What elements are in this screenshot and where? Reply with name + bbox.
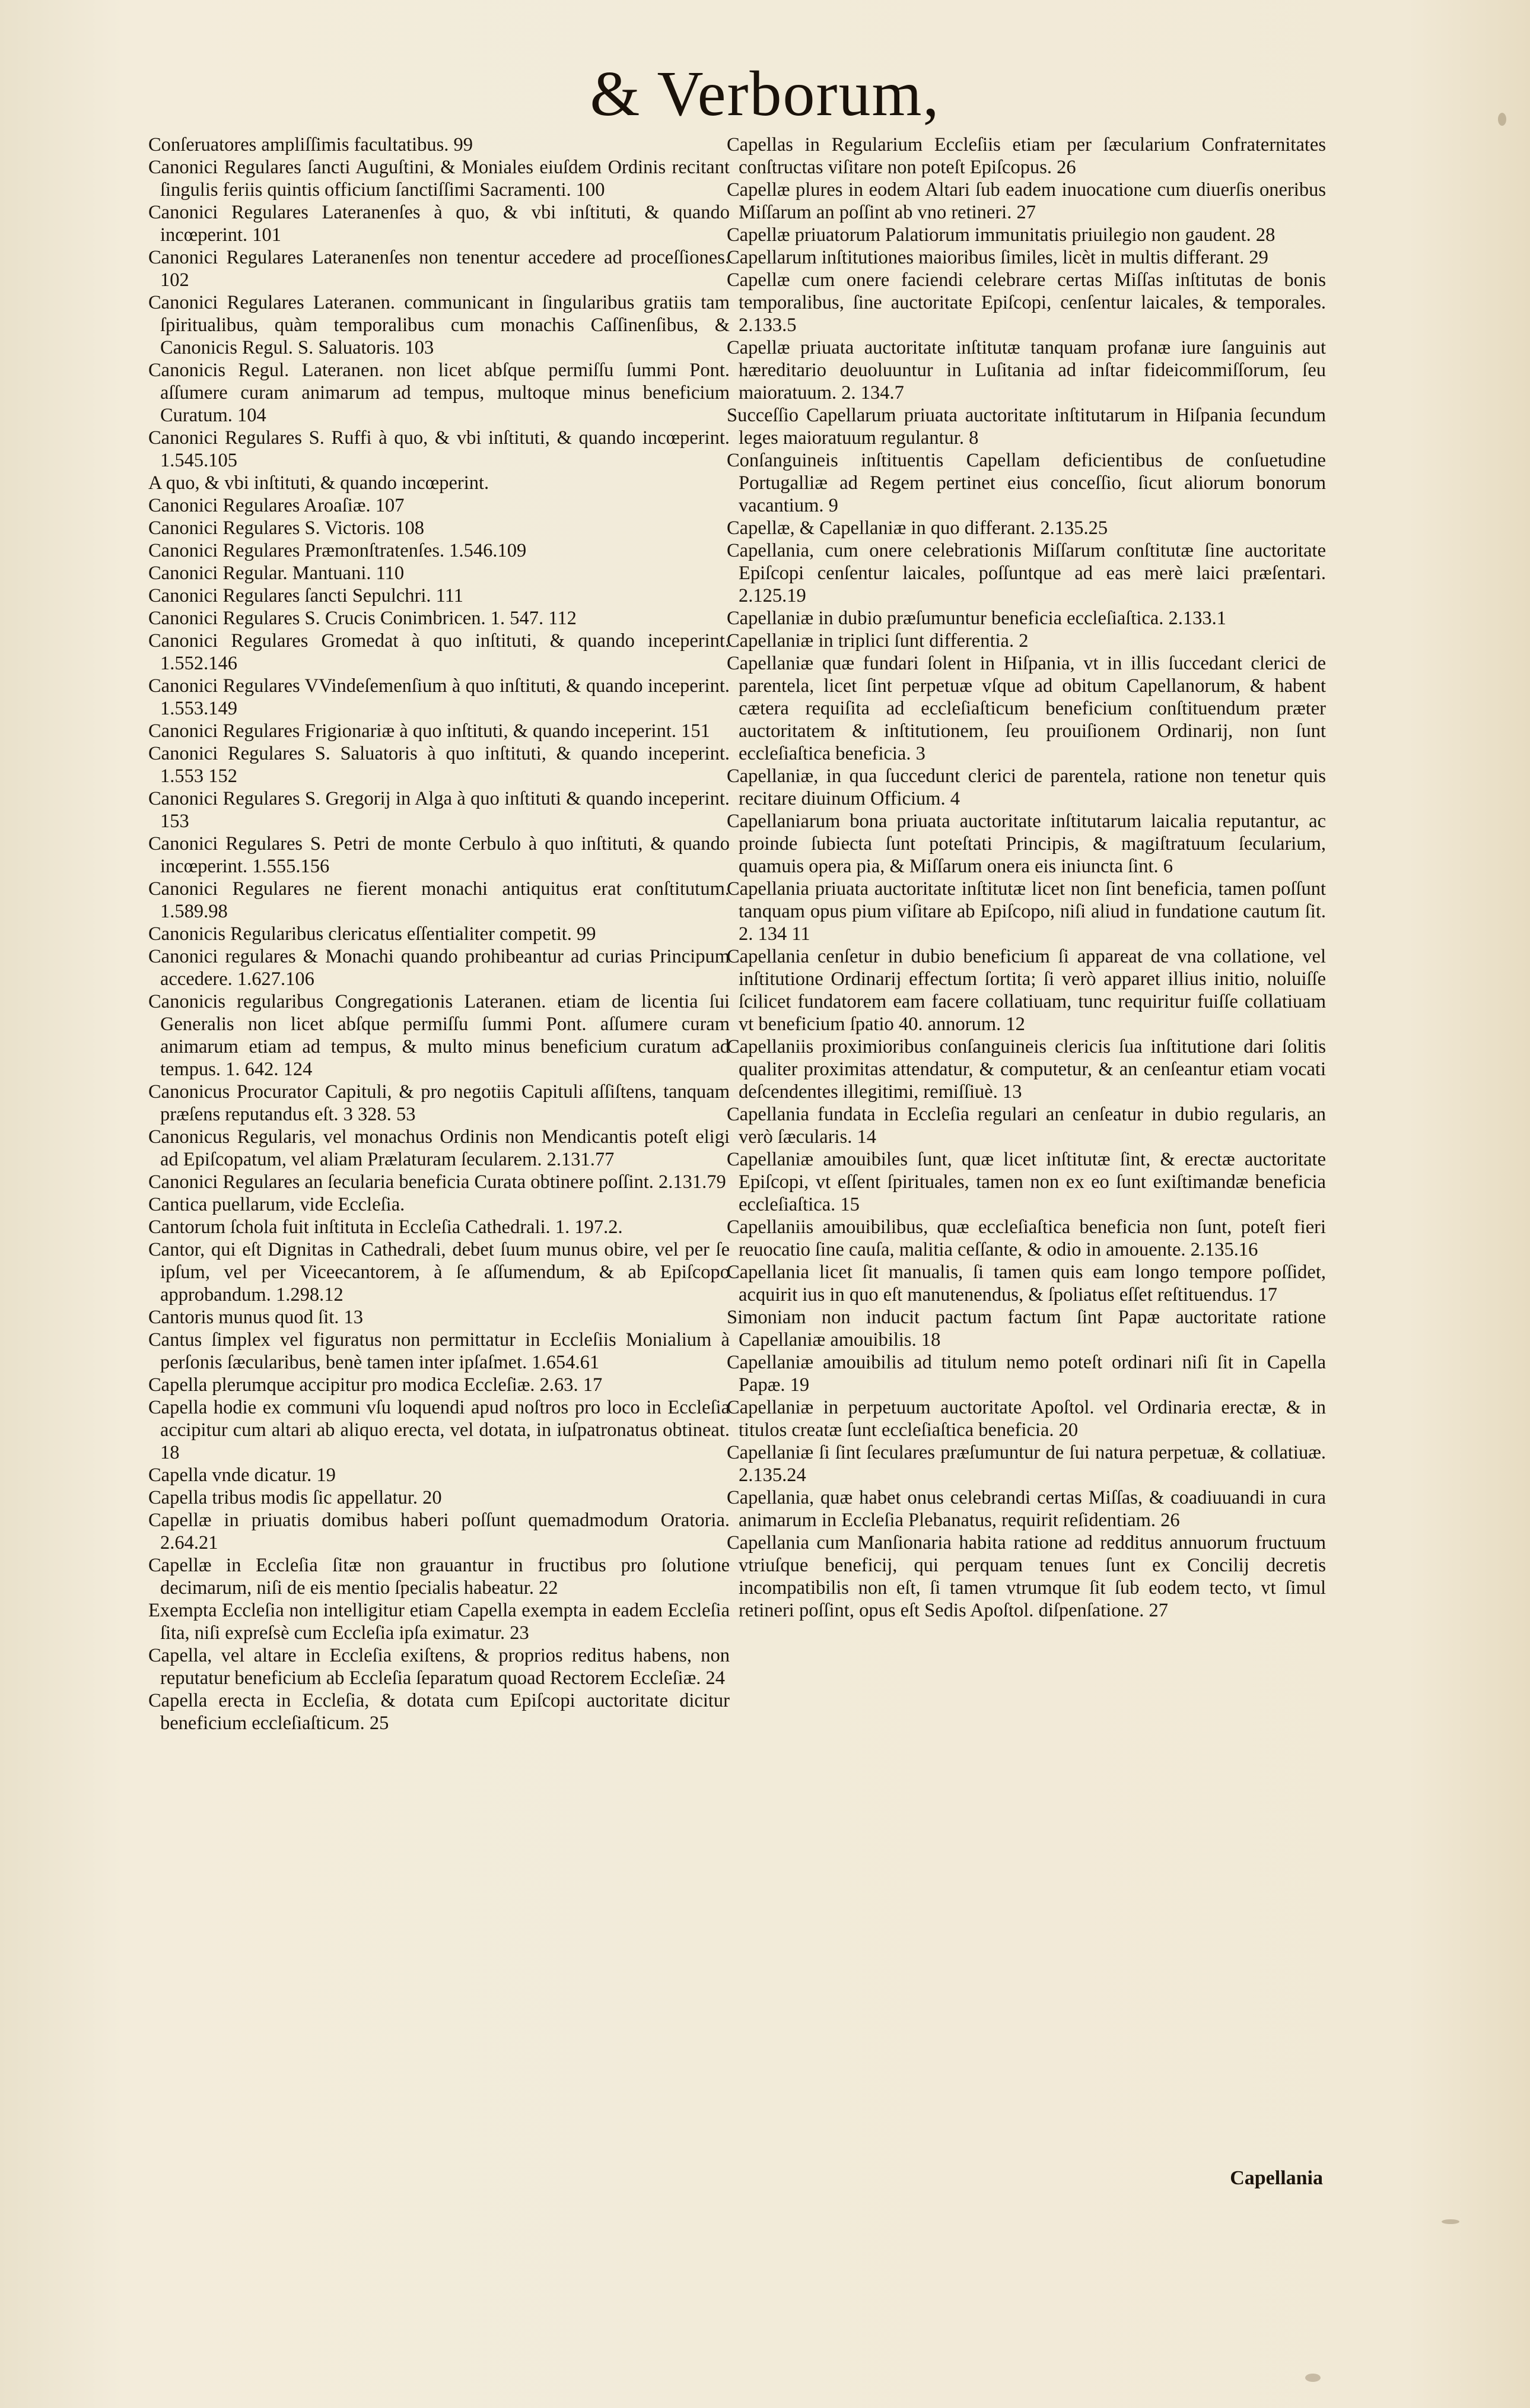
index-entry: Capellæ priuatorum Palatiorum immunitatis priuilegio non gaudent. 28 bbox=[727, 224, 1275, 246]
index-entry: Canonici Regulares Frigionariæ à quo inſtituti, & quando inceperint. 151 bbox=[148, 720, 710, 742]
page-header: & Verborum, bbox=[590, 59, 940, 129]
index-entry: Canonicus Regularis, vel monachus Ordinis non Mendicantis poteſt eligi ad Epiſcopatum, vel aliam Prælaturam ſecularem. 2.131.77 bbox=[148, 1126, 730, 1170]
index-entry: Capellaniis proximioribus conſanguineis clericis ſua inſtitutione dari ſolitis qualiter proximitas attendatur, & computetur, & an cenſeantur etiam vocati deſcendentes illegitimi, remiſſiuè. 13 bbox=[727, 1036, 1326, 1103]
paper-stain bbox=[1442, 2219, 1459, 2224]
index-entry: Canonici Regulares Lateranenſes non tenentur accedere ad proceſſiones. 102 bbox=[148, 247, 730, 291]
index-entry: Capella vnde dicatur. 19 bbox=[148, 1465, 336, 1486]
index-entry: Capellas in Regularium Eccleſiis etiam per ſæcularium Confraternitates conſtructas viſitare non poteſt Epiſcopus. 26 bbox=[727, 134, 1326, 178]
catchword: Capellania bbox=[1230, 2167, 1323, 2189]
index-entry: Succeſſio Capellarum priuata auctoritate inſtitutarum in Hiſpania ſecundum leges maioratuum regulantur. 8 bbox=[727, 405, 1326, 449]
index-entry: Capellaniæ in triplici ſunt differentia. 2 bbox=[727, 630, 1029, 652]
index-entry: Canonici Regulares an ſecularia beneficia Curata obtinere poſſint. 2.131.79 bbox=[148, 1171, 726, 1193]
index-entry: Cantor, qui eſt Dignitas in Cathedrali, debet ſuum munus obire, vel per ſe ipſum, vel per Viceecantorem, à ſe aſſumendum, & ab Epiſcopo approbandum. 1.298.12 bbox=[148, 1239, 730, 1305]
index-entry: Canonici Regulares S. Petri de monte Cerbulo à quo inſtituti, & quando incœperint. 1.555.156 bbox=[148, 833, 730, 877]
index-entry: Canonici Regulares S. Victoris. 108 bbox=[148, 517, 425, 539]
index-entry: Capellæ plures in eodem Altari ſub eadem inuocatione cum diuerſis oneribus Miſſarum an poſſint ab vno retineri. 27 bbox=[727, 179, 1326, 223]
index-entry: Capellaniæ ſi ſint ſeculares præſumuntur de ſui natura perpetuæ, & collatiuæ. 2.135.24 bbox=[727, 1442, 1326, 1486]
index-entry: Capellania, quæ habet onus celebrandi certas Miſſas, & coadiuuandi in cura animarum in Eccleſia Plebanatus, requirit reſidentiam. 26 bbox=[727, 1487, 1326, 1531]
index-entry: Capella tribus modis ſic appellatur. 20 bbox=[148, 1487, 442, 1508]
index-entry: Capellaniarum bona priuata auctoritate inſtitutarum laicalia reputantur, ac proinde ſubiecta ſunt poteſtati Principis, & magiſtratuum ſecularium, quamuis opera pia, & Miſſarum onera eis iniuncta ſint. 6 bbox=[727, 811, 1326, 877]
index-entry: Cantoris munus quod ſit. 13 bbox=[148, 1307, 364, 1328]
index-entry: Capellaniis amouibilibus, quæ eccleſiaſtica beneficia non ſunt, poteſt fieri reuocatio ſine cauſa, malitia ceſſante, & odio in amouente. 2.135.16 bbox=[727, 1216, 1326, 1260]
index-entry: Canonici Regulares Aroaſiæ. 107 bbox=[148, 495, 405, 516]
index-entry: Capellania priuata auctoritate inſtitutæ licet non ſint beneficia, tamen poſſunt tanquam opus pium viſitare ab Epiſcopo, niſi aliud in fundatione cautum ſit. 2. 134 11 bbox=[727, 878, 1326, 945]
index-entry: Capellæ in Eccleſia ſitæ non grauantur in fructibus pro ſolutione decimarum, niſi de eis mentio ſpecialis habeatur. 22 bbox=[148, 1555, 730, 1599]
index-entry: Capella hodie ex communi vſu loquendi apud noſtros pro loco in Eccleſia accipitur cum altari ab aliquo erecta, vel dotata, in iuſpatronatus obtineat. 18 bbox=[148, 1397, 730, 1463]
index-entry: Exempta Eccleſia non intelligitur etiam Capella exempta in eadem Eccleſia ſita, niſi expreſsè cum Eccleſia ipſa eximatur. 23 bbox=[148, 1600, 730, 1644]
index-entry: Canonicis regularibus Congregationis Lateranen. etiam de licentia ſui Generalis non licet abſque permiſſu ſummi Pont. aſſumere curam animarum etiam ad tempus, & multo minus beneficium curatum ad tempus. 1. 642. 124 bbox=[148, 991, 730, 1080]
index-entry: Capellaniæ in dubio præſumuntur beneficia eccleſiaſtica. 2.133.1 bbox=[727, 608, 1227, 629]
index-entry: Capellania, cum onere celebrationis Miſſarum conſtitutæ ſine auctoritate Epiſcopi cenſentur laicales, poſſuntque ad eas merè laici præſentari. 2.125.19 bbox=[727, 540, 1326, 606]
index-entry: Canonici Regulares S. Gregorij in Alga à quo inſtituti & quando inceperint. 153 bbox=[148, 788, 730, 832]
index-entry: Capellarum inſtitutiones maioribus ſimiles, licèt in multis differant. 29 bbox=[727, 247, 1268, 268]
index-entry: Conſeruatores ampliſſimis facultatibus. 99 bbox=[148, 134, 473, 155]
index-entry: Conſanguineis inſtituentis Capellam deficientibus de conſuetudine Portugalliæ ad Regem pertinet eius conceſſio, ſicut aliorum bonorum vacantium. 9 bbox=[727, 450, 1326, 516]
index-entry: Cantorum ſchola fuit inſtituta in Eccleſia Cathedrali. 1. 197.2. bbox=[148, 1216, 623, 1238]
index-entry: Canonici Regular. Mantuani. 110 bbox=[148, 563, 405, 584]
index-entry: Canonici Regulares Gromedat à quo inſtituti, & quando inceperint. 1.552.146 bbox=[148, 630, 730, 674]
index-entry: Capellania cenſetur in dubio beneficium ſi appareat de vna collatione, vel inſtitutione Ordinarij effectum ſortita; ſi verò apparet illius initio, noluiſſe ſcilicet fundatorem eam facere collatiuam, tunc requiritur fuiſſe collatiuam vt beneficium ſpatio 40. annorum. 12 bbox=[727, 946, 1326, 1035]
index-entry: Capellaniæ in perpetuum auctoritate Apoſtol. vel Ordinaria erectæ, & in titulos creatæ ſunt eccleſiaſtica beneficia. 20 bbox=[727, 1397, 1326, 1441]
index-entry: Capella plerumque accipitur pro modica Eccleſiæ. 2.63. 17 bbox=[148, 1374, 603, 1396]
index-entry: Capellania licet ſit manualis, ſi tamen quis eam longo tempore poſſidet, acquirit ius in quo eſt manutenendus, & ſpoliatus eſſet reſtituendus. 17 bbox=[727, 1262, 1326, 1305]
index-entry: Cantica puellarum, vide Eccleſia. bbox=[148, 1194, 405, 1215]
index-entry: Capellania cum Manſionaria habita ratione ad redditus annuorum fructuum vtriuſque beneficij, qui perquam tenues ſunt ex Concilij decretis incompatibilis non eſt, ſi tamen vtrumque ſit ſub eodem tecto, vt ſimul retineri poſſint, opus eſt Sedis Apoſtol. diſpenſatione. 27 bbox=[727, 1532, 1326, 1621]
index-entry: Canonicis Regul. Lateranen. non licet abſque permiſſu ſummi Pont. aſſumere curam animarum ad tempus, multoque minus beneficium Curatum. 104 bbox=[148, 360, 730, 426]
index-entry: Canonici Regulares S. Crucis Conimbricen. 1. 547. 112 bbox=[148, 608, 577, 629]
index-entry: Canonici Regulares Lateranen. communicant in ſingularibus gratiis tam ſpiritualibus, quàm temporalibus cum monachis Caſſinenſibus, & Canonicis Regul. S. Saluatoris. 103 bbox=[148, 292, 730, 358]
index-entry: Capellaniæ quæ fundari ſolent in Hiſpania, vt in illis ſuccedant clerici de parentela, licet ſint perpetuæ vſque ad obitum Capellanorum, & habent cætera requiſita ad eccleſiaſticum beneficium conſtituendum præter auctoritatem & inſtitutionem, ſeu prouiſionem Ordinarij, non ſunt eccleſiaſtica beneficia. 3 bbox=[727, 653, 1326, 764]
paper-stain bbox=[1498, 113, 1506, 126]
index-entry: Canonici Regulares Lateranenſes à quo, & vbi inſtituti, & quando incœperint. 101 bbox=[148, 202, 730, 246]
index-entry: Simoniam non inducit pactum factum ſint Papæ auctoritate ratione Capellaniæ amouibilis. 18 bbox=[727, 1307, 1326, 1351]
index-entry: Capellæ in priuatis domibus haberi poſſunt quemadmodum Oratoria. 2.64.21 bbox=[148, 1510, 730, 1554]
index-entry: Capellæ, & Capellaniæ in quo differant. 2.135.25 bbox=[727, 517, 1108, 539]
index-entry: Canonici Regulares ne fierent monachi antiquitus erat conſtitutum. 1.589.98 bbox=[148, 878, 730, 922]
index-entry: Cantus ſimplex vel figuratus non permittatur in Eccleſiis Monialium à perſonis ſæcularibus, benè tamen inter ipſaſmet. 1.654.61 bbox=[148, 1329, 730, 1373]
index-entry: A quo, & vbi inſtituti, & quando incœperint. bbox=[148, 472, 489, 494]
index-entry: Canonici Regulares ſancti Auguſtini, & Moniales eiuſdem Ordinis recitant ſingulis feriis quintis officium ſanctiſſimi Sacramenti. 100 bbox=[148, 157, 730, 201]
index-column-left bbox=[148, 134, 730, 1734]
index-entry: Capellaniæ, in qua ſuccedunt clerici de parentela, ratione non tenetur quis recitare diuinum Officium. 4 bbox=[727, 765, 1326, 809]
index-entry: Canonici Regulares S. Saluatoris à quo inſtituti, & quando inceperint. 1.553 152 bbox=[148, 743, 730, 787]
index-entry: Capellæ cum onere faciendi celebrare certas Miſſas inſtitutas de bonis temporalibus, ſine auctoritate Epiſcopi, cenſentur laicales, & temporales. 2.133.5 bbox=[727, 269, 1326, 336]
index-entry: Canonici Regulares ſancti Sepulchri. 111 bbox=[148, 585, 463, 606]
index-entry: Canonici regulares & Monachi quando prohibeantur ad curias Principum accedere. 1.627.106 bbox=[148, 946, 730, 990]
index-entry: Capellaniæ amouibiles ſunt, quæ licet inſtitutæ ſint, & erectæ auctoritate Epiſcopi, vt eſſent ſpirituales, tamen non ex eo ſunt exiſtimandæ beneficia eccleſiaſtica. 15 bbox=[727, 1149, 1326, 1215]
index-entry: Canonicus Procurator Capituli, & pro negotiis Capituli aſſiſtens, tanquam præſens reputandus eſt. 3 328. 53 bbox=[148, 1081, 730, 1125]
index-entry: Capellaniæ amouibilis ad titulum nemo poteſt ordinari niſi ſit in Capella Papæ. 19 bbox=[727, 1352, 1326, 1396]
paper-stain bbox=[1305, 2374, 1321, 2382]
index-entry: Capellæ priuata auctoritate inſtitutæ tanquam profanæ iure ſanguinis aut hæreditario deuoluuntur in Luſitania ad inſtar fideicommiſſorum, ſeu maioratuum. 2. 134.7 bbox=[727, 337, 1326, 404]
index-entry: Capella erecta in Eccleſia, & dotata cum Epiſcopi auctoritate dicitur beneficium eccleſiaſticum. 25 bbox=[148, 1690, 730, 1734]
index-column-right bbox=[727, 134, 1326, 1622]
index-entry: Capellania fundata in Eccleſia regulari an cenſeatur in dubio regularis, an verò ſæcularis. 14 bbox=[727, 1104, 1326, 1148]
index-entry: Canonici Regulares Præmonſtratenſes. 1.546.109 bbox=[148, 540, 527, 561]
index-entry: Capella, vel altare in Eccleſia exiſtens, & proprios reditus habens, non reputatur beneficium ab Eccleſia ſeparatum quoad Rectorem Eccleſiæ. 24 bbox=[148, 1645, 730, 1689]
index-entry: Canonicis Regularibus clericatus eſſentialiter competit. 99 bbox=[148, 923, 596, 945]
index-entry: Canonici Regulares VVindeſemenſium à quo inſtituti, & quando inceperint. 1.553.149 bbox=[148, 675, 730, 719]
index-entry: Canonici Regulares S. Ruffi à quo, & vbi inſtituti, & quando incœperint. 1.545.105 bbox=[148, 427, 730, 471]
